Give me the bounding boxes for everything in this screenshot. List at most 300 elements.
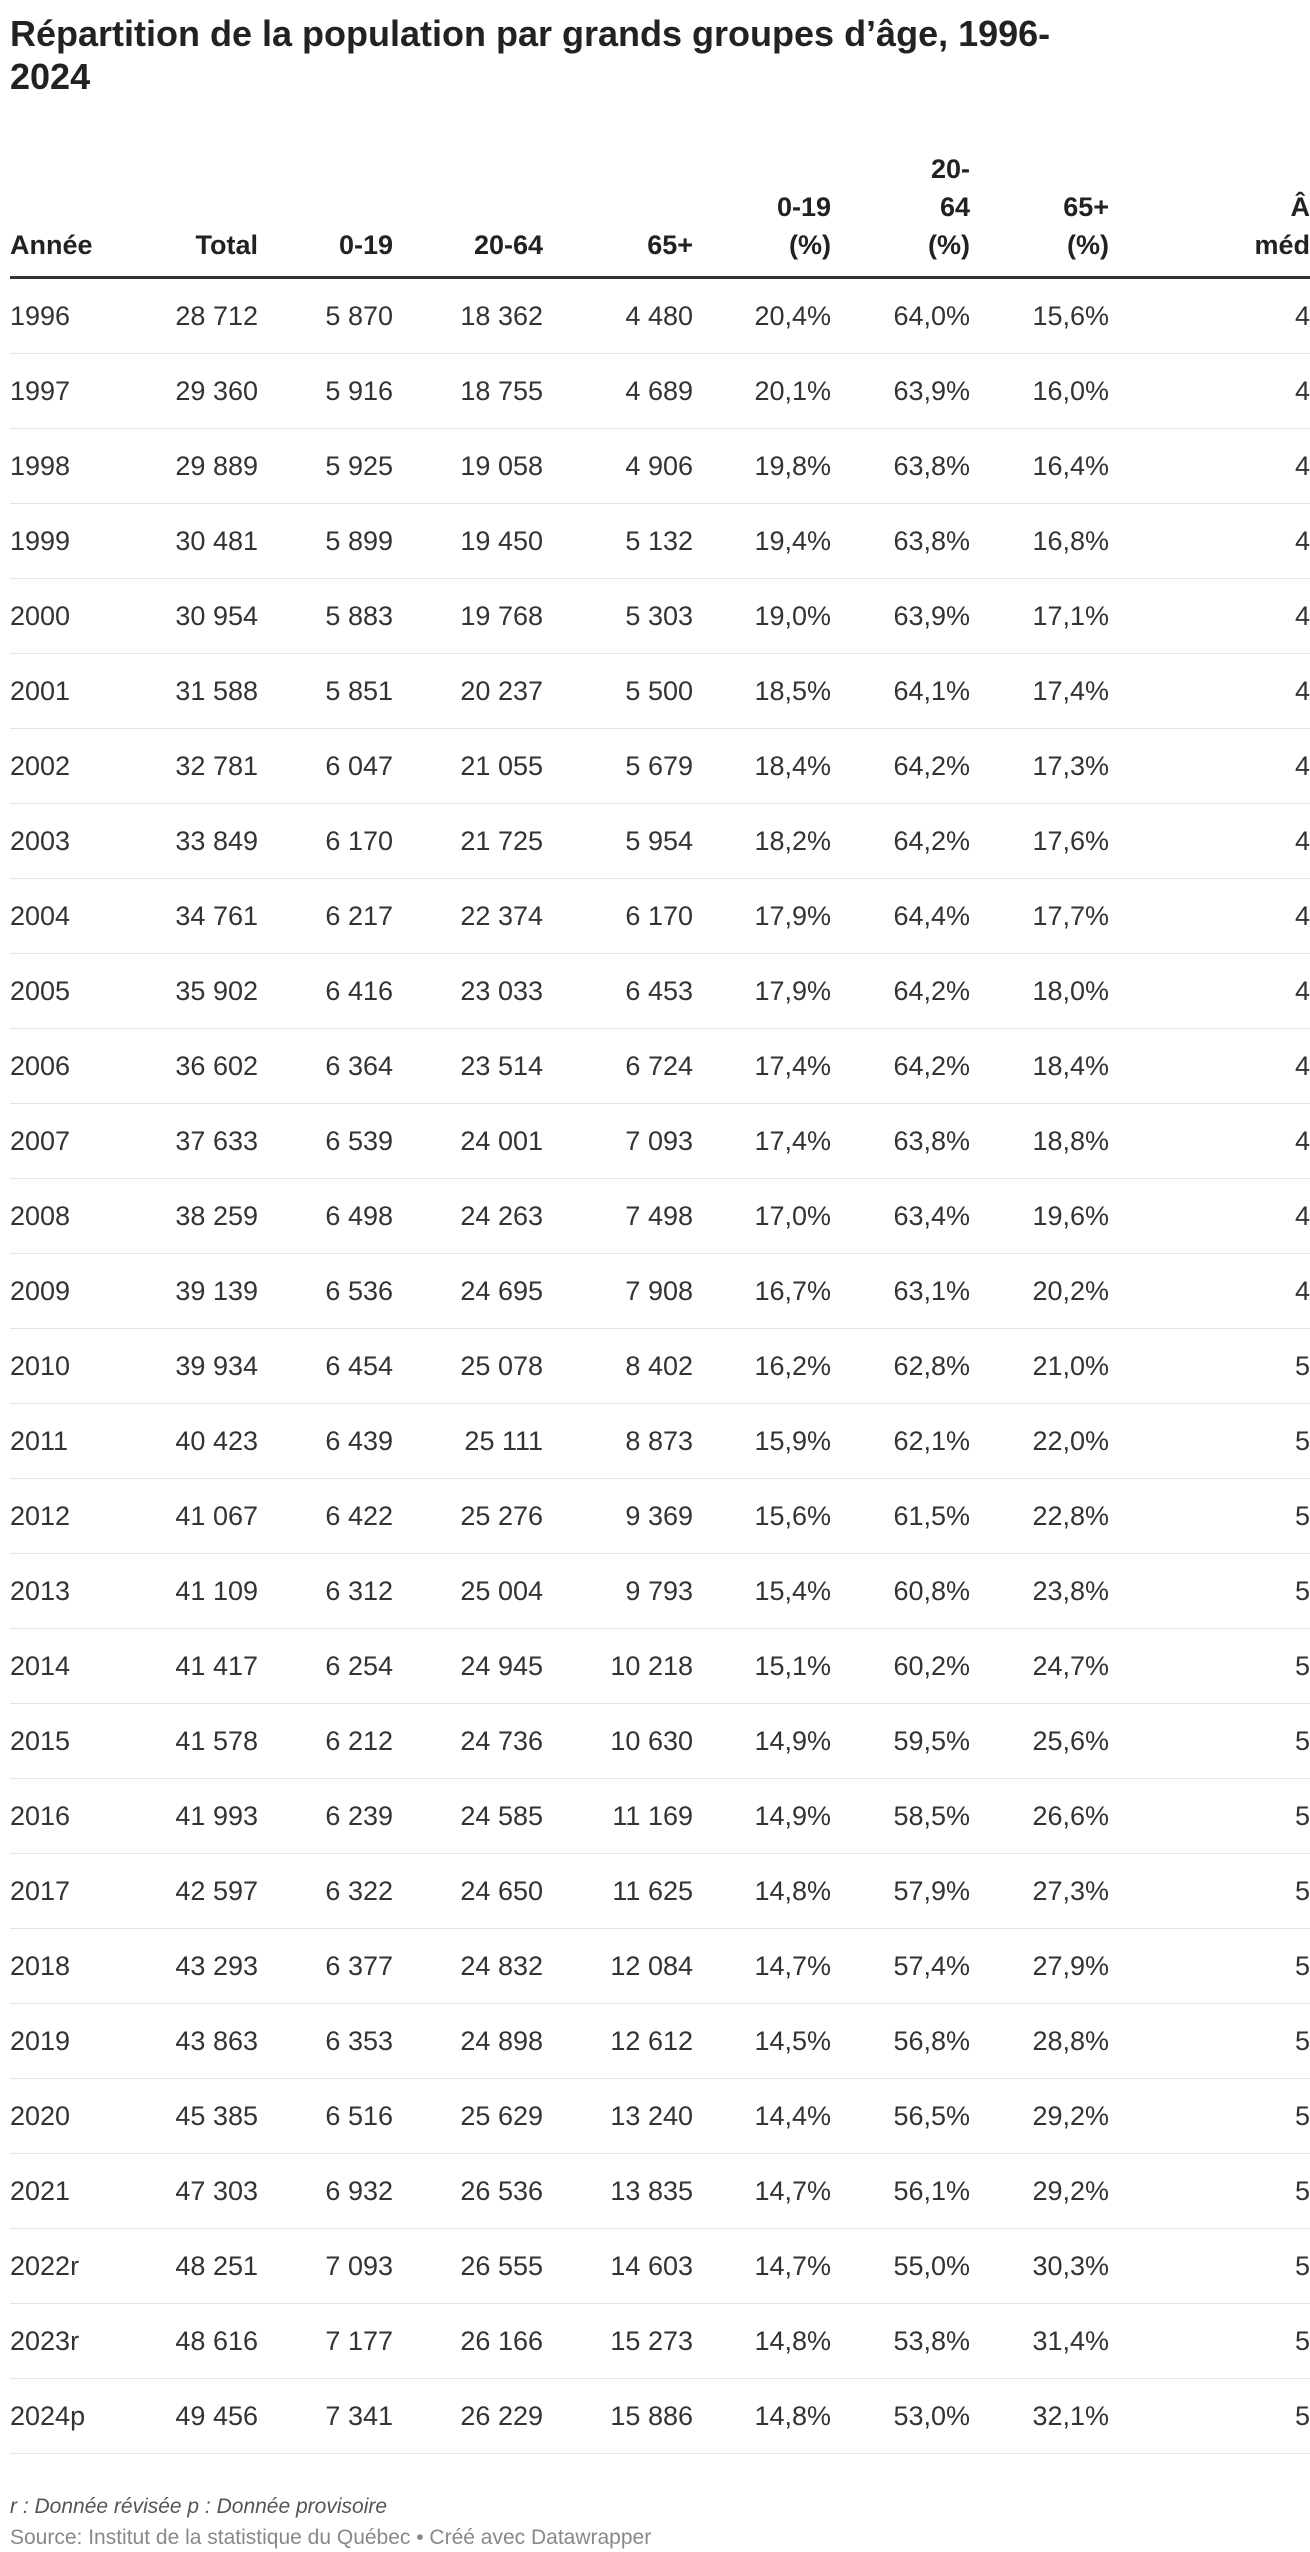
table-cell: 6 312 [258,1554,393,1629]
table-cell: 12 612 [543,2004,693,2079]
table-cell: 64,2% [831,1029,970,1104]
table-cell: 6 724 [543,1029,693,1104]
table-row [10,429,1310,504]
table-cell: 9 793 [543,1554,693,1629]
table-cell: 26 229 [393,2379,543,2454]
table-cell: 16,0% [970,354,1109,429]
table-cell: 64,2% [831,954,970,1029]
table-cell: 2002 [10,729,118,804]
table-cell: 63,1% [831,1254,970,1329]
table-cell: 24,7% [970,1629,1109,1704]
table-cell: 19 450 [393,504,543,579]
column-header-line: Â [1290,192,1310,222]
table-cell: 5 [1109,1404,1310,1479]
table-cell: 4 [1109,354,1310,429]
table-cell: 5 [1109,2079,1310,2154]
table-cell: 63,8% [831,429,970,504]
table-cell: 29 889 [118,429,258,504]
table-cell: 16,7% [693,1254,831,1329]
column-header-line: 65+ [647,230,693,260]
table-row [10,2379,1310,2454]
table-cell: 28 712 [118,278,258,354]
table-cell: 17,0% [693,1179,831,1254]
table-cell: 5 916 [258,354,393,429]
table-cell: 2013 [10,1554,118,1629]
table-cell: 41 993 [118,1779,258,1854]
table-cell: 17,6% [970,804,1109,879]
table-cell: 64,1% [831,654,970,729]
table-cell: 18,4% [693,729,831,804]
table-cell: 1996 [10,278,118,354]
table-cell: 2022r [10,2229,118,2304]
table-cell: 5 500 [543,654,693,729]
table-cell: 2017 [10,1854,118,1929]
table-cell: 6 439 [258,1404,393,1479]
table-cell: 5 132 [543,504,693,579]
table-cell: 55,0% [831,2229,970,2304]
table-cell: 7 093 [258,2229,393,2304]
table-cell: 24 832 [393,1929,543,2004]
table-cell: 5 [1109,1554,1310,1629]
column-header [393,150,543,278]
table-row [10,1404,1310,1479]
table-cell: 14,8% [693,2304,831,2379]
table-row [10,1929,1310,2004]
table-cell: 17,3% [970,729,1109,804]
table-cell: 63,8% [831,1104,970,1179]
table-cell: 18,0% [970,954,1109,1029]
table-cell: 4 [1109,579,1310,654]
table-cell: 64,0% [831,278,970,354]
table-cell: 5 [1109,2154,1310,2229]
table-cell: 15,6% [970,278,1109,354]
source-credit: Source: Institut de la statistique du Québec • Créé avec Datawrapper [10,2526,652,2549]
table-cell: 18 755 [393,354,543,429]
table-cell: 2003 [10,804,118,879]
table-cell: 9 369 [543,1479,693,1554]
table-row [10,2304,1310,2379]
table-cell: 5 [1109,2229,1310,2304]
table-cell: 15,1% [693,1629,831,1704]
table-cell: 53,0% [831,2379,970,2454]
table-row [10,654,1310,729]
table-cell: 1999 [10,504,118,579]
table-cell: 6 239 [258,1779,393,1854]
table-row [10,2004,1310,2079]
table-cell: 19,4% [693,504,831,579]
table-cell: 25,6% [970,1704,1109,1779]
table-cell: 14,4% [693,2079,831,2154]
table-cell: 41 109 [118,1554,258,1629]
column-header [831,150,970,278]
table-row [10,2079,1310,2154]
table-cell: 22 374 [393,879,543,954]
table-cell: 33 849 [118,804,258,879]
table-header-row [10,150,1310,278]
table-cell: 6 170 [543,879,693,954]
table-cell: 18,5% [693,654,831,729]
table-cell: 60,2% [831,1629,970,1704]
column-header-line: 20-64 [473,230,543,260]
table-cell: 56,1% [831,2154,970,2229]
column-header-line: (%) [928,230,970,260]
table-cell: 24 650 [393,1854,543,1929]
table-cell: 4 [1109,504,1310,579]
table-row [10,954,1310,1029]
table-cell: 17,4% [693,1029,831,1104]
table-cell: 14,9% [693,1704,831,1779]
table-cell: 1997 [10,354,118,429]
table-cell: 2005 [10,954,118,1029]
table-cell: 4 689 [543,354,693,429]
table-cell: 4 480 [543,278,693,354]
table-cell: 32 781 [118,729,258,804]
chart-title: Répartition de la population par grands groupes d’âge, 1996- 2024 [10,13,1051,97]
table-row [10,804,1310,879]
table-cell: 7 908 [543,1254,693,1329]
table-cell: 20,1% [693,354,831,429]
table-row [10,504,1310,579]
column-header-line: 64 [939,192,970,222]
table-cell: 14,5% [693,2004,831,2079]
table-cell: 15,6% [693,1479,831,1554]
table-cell: 43 863 [118,2004,258,2079]
table-cell: 25 276 [393,1479,543,1554]
table-cell: 4 [1109,429,1310,504]
table-cell: 8 402 [543,1329,693,1404]
table-cell: 41 417 [118,1629,258,1704]
table-cell: 4 [1109,954,1310,1029]
table-cell: 4 906 [543,429,693,504]
data-table [10,150,1310,2454]
table-cell: 29 360 [118,354,258,429]
table-cell: 5 [1109,1479,1310,1554]
table-cell: 64,2% [831,804,970,879]
table-cell: 19,8% [693,429,831,504]
table-cell: 6 422 [258,1479,393,1554]
table-cell: 11 625 [543,1854,693,1929]
table-cell: 2023r [10,2304,118,2379]
column-header-line: Total [195,230,258,260]
table-cell: 19 058 [393,429,543,504]
table-cell: 2021 [10,2154,118,2229]
table-cell: 6 377 [258,1929,393,2004]
table-cell: 2018 [10,1929,118,2004]
table-cell: 14,9% [693,1779,831,1854]
table-cell: 6 539 [258,1104,393,1179]
column-header-line: méd [1254,230,1310,260]
table-cell: 42 597 [118,1854,258,1929]
table-cell: 1998 [10,429,118,504]
table-cell: 20,2% [970,1254,1109,1329]
table-cell: 47 303 [118,2154,258,2229]
table-cell: 23 033 [393,954,543,1029]
table-cell: 14,8% [693,2379,831,2454]
table-cell: 39 934 [118,1329,258,1404]
table-row [10,1029,1310,1104]
table-cell: 24 945 [393,1629,543,1704]
table-cell: 11 169 [543,1779,693,1854]
table-cell: 24 001 [393,1104,543,1179]
table-cell: 19,6% [970,1179,1109,1254]
column-header-line: Année [10,230,93,260]
table-cell: 21 055 [393,729,543,804]
table-cell: 4 [1109,1254,1310,1329]
table-cell: 59,5% [831,1704,970,1779]
table-row [10,2229,1310,2304]
table-cell: 60,8% [831,1554,970,1629]
table-cell: 14,7% [693,2154,831,2229]
table-cell: 6 322 [258,1854,393,1929]
column-header [10,150,118,278]
table-cell: 5 925 [258,429,393,504]
table-cell: 5 [1109,2304,1310,2379]
table-cell: 18,4% [970,1029,1109,1104]
table-cell: 49 456 [118,2379,258,2454]
table-cell: 5 954 [543,804,693,879]
table-cell: 2007 [10,1104,118,1179]
table-cell: 34 761 [118,879,258,954]
table-notes: r : Donnée révisée p : Donnée provisoire [10,2495,388,2518]
table-cell: 6 498 [258,1179,393,1254]
table-cell: 10 218 [543,1629,693,1704]
table-cell: 16,8% [970,504,1109,579]
data-table-container [10,150,1310,2454]
table-cell: 6 364 [258,1029,393,1104]
table-cell: 16,2% [693,1329,831,1404]
table-cell: 24 263 [393,1179,543,1254]
table-cell: 30 481 [118,504,258,579]
table-cell: 4 [1109,879,1310,954]
table-cell: 20,4% [693,278,831,354]
table-row [10,1479,1310,1554]
column-header [970,150,1109,278]
table-cell: 5 870 [258,278,393,354]
table-cell: 18,2% [693,804,831,879]
table-cell: 6 353 [258,2004,393,2079]
table-cell: 5 [1109,1854,1310,1929]
column-header-line: (%) [1067,230,1109,260]
table-cell: 62,1% [831,1404,970,1479]
column-header-line: 0-19 [776,192,831,222]
table-cell: 64,2% [831,729,970,804]
table-cell: 64,4% [831,879,970,954]
table-cell: 26 536 [393,2154,543,2229]
table-cell: 38 259 [118,1179,258,1254]
table-cell: 4 [1109,1029,1310,1104]
table-cell: 14 603 [543,2229,693,2304]
table-cell: 5 [1109,1929,1310,2004]
table-cell: 63,4% [831,1179,970,1254]
table-cell: 4 [1109,804,1310,879]
table-cell: 43 293 [118,1929,258,2004]
table-row [10,729,1310,804]
table-cell: 2004 [10,879,118,954]
table-cell: 17,1% [970,579,1109,654]
table-cell: 2012 [10,1479,118,1554]
table-cell: 19,0% [693,579,831,654]
table-cell: 39 139 [118,1254,258,1329]
table-cell: 22,8% [970,1479,1109,1554]
table-cell: 6 454 [258,1329,393,1404]
table-cell: 7 341 [258,2379,393,2454]
table-cell: 2008 [10,1179,118,1254]
table-cell: 25 629 [393,2079,543,2154]
table-row [10,1329,1310,1404]
table-cell: 45 385 [118,2079,258,2154]
table-cell: 6 254 [258,1629,393,1704]
table-row [10,1854,1310,1929]
table-cell: 18,8% [970,1104,1109,1179]
table-cell: 27,9% [970,1929,1109,2004]
table-cell: 14,7% [693,1929,831,2004]
table-cell: 24 695 [393,1254,543,1329]
table-cell: 40 423 [118,1404,258,1479]
table-row [10,1179,1310,1254]
table-cell: 26 166 [393,2304,543,2379]
table-cell: 17,9% [693,954,831,1029]
table-cell: 7 498 [543,1179,693,1254]
table-cell: 6 536 [258,1254,393,1329]
table-row [10,1104,1310,1179]
table-cell: 2000 [10,579,118,654]
table-cell: 23 514 [393,1029,543,1104]
table-cell: 15 886 [543,2379,693,2454]
table-cell: 20 237 [393,654,543,729]
table-row [10,1704,1310,1779]
table-cell: 22,0% [970,1404,1109,1479]
table-cell: 6 416 [258,954,393,1029]
table-row [10,1779,1310,1854]
column-header-line: (%) [789,230,831,260]
table-cell: 4 [1109,278,1310,354]
table-cell: 2009 [10,1254,118,1329]
table-row [10,1554,1310,1629]
table-cell: 15 273 [543,2304,693,2379]
table-cell: 30 954 [118,579,258,654]
table-cell: 2011 [10,1404,118,1479]
table-cell: 4 [1109,654,1310,729]
table-cell: 5 899 [258,504,393,579]
table-cell: 56,5% [831,2079,970,2154]
column-header [543,150,693,278]
table-cell: 15,4% [693,1554,831,1629]
table-cell: 6 932 [258,2154,393,2229]
column-header [258,150,393,278]
table-cell: 31,4% [970,2304,1109,2379]
table-cell: 17,9% [693,879,831,954]
table-cell: 13 240 [543,2079,693,2154]
table-cell: 24 585 [393,1779,543,1854]
table-cell: 41 578 [118,1704,258,1779]
table-cell: 2001 [10,654,118,729]
table-row [10,879,1310,954]
table-cell: 48 616 [118,2304,258,2379]
table-cell: 32,1% [970,2379,1109,2454]
table-cell: 5 [1109,1779,1310,1854]
table-cell: 18 362 [393,278,543,354]
table-cell: 6 047 [258,729,393,804]
table-cell: 7 093 [543,1104,693,1179]
table-cell: 6 453 [543,954,693,1029]
table-cell: 21,0% [970,1329,1109,1404]
table-row [10,1629,1310,1704]
table-cell: 29,2% [970,2154,1109,2229]
table-cell: 2006 [10,1029,118,1104]
column-header-line: 0-19 [338,230,393,260]
table-cell: 2024p [10,2379,118,2454]
table-cell: 14,7% [693,2229,831,2304]
table-cell: 7 177 [258,2304,393,2379]
table-cell: 2010 [10,1329,118,1404]
table-cell: 6 516 [258,2079,393,2154]
table-cell: 12 084 [543,1929,693,2004]
table-cell: 6 217 [258,879,393,954]
table-cell: 25 078 [393,1329,543,1404]
table-cell: 31 588 [118,654,258,729]
table-cell: 56,8% [831,2004,970,2079]
table-cell: 48 251 [118,2229,258,2304]
table-cell: 2020 [10,2079,118,2154]
table-cell: 8 873 [543,1404,693,1479]
table-body [10,278,1310,2454]
table-cell: 63,9% [831,579,970,654]
table-cell: 16,4% [970,429,1109,504]
table-cell: 25 004 [393,1554,543,1629]
table-cell: 35 902 [118,954,258,1029]
table-cell: 5 303 [543,579,693,654]
table-cell: 53,8% [831,2304,970,2379]
table-cell: 5 [1109,1629,1310,1704]
table-cell: 14,8% [693,1854,831,1929]
table-cell: 61,5% [831,1479,970,1554]
table-cell: 4 [1109,1179,1310,1254]
table-row [10,579,1310,654]
table-cell: 63,9% [831,354,970,429]
table-cell: 30,3% [970,2229,1109,2304]
table-cell: 24 898 [393,2004,543,2079]
table-cell: 4 [1109,1104,1310,1179]
table-cell: 19 768 [393,579,543,654]
column-header-line: 20- [930,154,970,184]
table-cell: 57,4% [831,1929,970,2004]
table-cell: 23,8% [970,1554,1109,1629]
table-cell: 17,7% [970,879,1109,954]
table-cell: 5 883 [258,579,393,654]
table-cell: 26 555 [393,2229,543,2304]
table-row [10,1254,1310,1329]
table-cell: 26,6% [970,1779,1109,1854]
table-cell: 4 [1109,729,1310,804]
table-cell: 17,4% [970,654,1109,729]
table-cell: 5 851 [258,654,393,729]
column-header [118,150,258,278]
column-header [693,150,831,278]
table-cell: 41 067 [118,1479,258,1554]
table-cell: 63,8% [831,504,970,579]
table-cell: 10 630 [543,1704,693,1779]
table-cell: 5 [1109,2004,1310,2079]
table-cell: 5 [1109,1704,1310,1779]
table-cell: 5 [1109,1329,1310,1404]
table-cell: 57,9% [831,1854,970,1929]
table-cell: 27,3% [970,1854,1109,1929]
table-cell: 2014 [10,1629,118,1704]
table-cell: 21 725 [393,804,543,879]
table-cell: 2015 [10,1704,118,1779]
table-cell: 5 679 [543,729,693,804]
table-cell: 13 835 [543,2154,693,2229]
